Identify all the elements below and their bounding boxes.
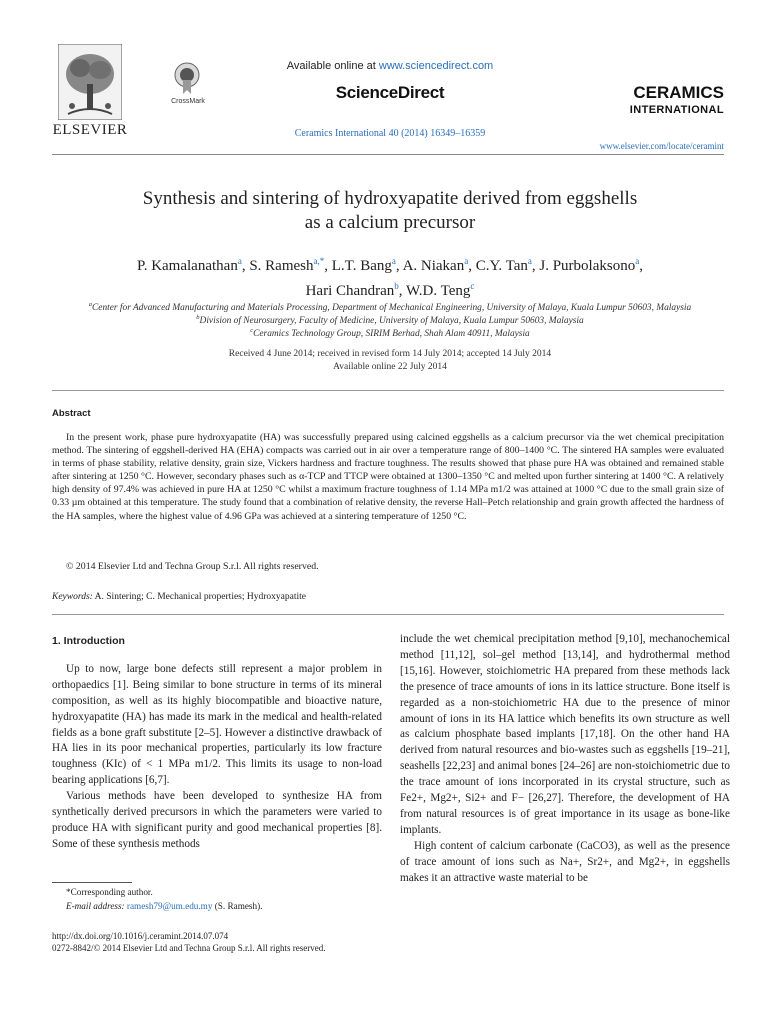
keywords [52,592,306,602]
elsevier-tree-icon [58,44,122,120]
author-separator: , [531,258,540,274]
email-link[interactable]: ramesh79@um.edu.my [126,901,213,911]
author-name: S. Ramesh [249,258,314,274]
title-line-1: Synthesis and sintering of hydroxyapatite derived from eggshells [142,188,638,209]
author-separator: , [241,258,250,274]
affiliation-a: $^a$Center for Advanced Manufacturing and Materials Processing, Department of Mechanical Engineering, University of Malaya, Kuala Lumpur 50603, Malaysia [88,301,692,314]
author-list [60,251,720,301]
author-name: P. Kamalanathan [137,258,238,274]
author-separator: , [395,258,403,274]
affiliation-c: $^c$Ceramics Technology Group, SIRIM Berhad, Shah Alam 40911, Malaysia [250,327,530,340]
authors-line-1 [60,251,720,276]
corresponding-author-note: *Corresponding author. [66,887,153,897]
section-heading-introduction: 1. Introduction [52,635,125,647]
author-name: J. Purbolaksono [539,258,636,274]
author-separator: , [468,258,476,274]
author-name: C.Y. Tan [475,258,528,274]
body-paragraph: Up to now, large bone defects still represent a major problem in orthopaedics [1]. Being similar to bone structure in terms of its mineral composition, as well as its highly biocompatible and bioactive nature, hydroxyapatite (HA) has made its mark in the medical and health-related fields as a bone graft substitute [2–5]. However a distinctive drawback of HA lies in its poor mechanical properties, particularly its low fracture toughness (KIc) of < 1 MPa m1/2. This limits its usage to non-load bearing applications [6,7]. [52,662,382,787]
keywords-label: Keywords: [52,592,93,602]
body-paragraph: Various methods have been developed to synthesize HA from synthetically derived precursors in which the parameters were varied to produce HA with significant purity and good mechanical properties [8]. Some of these synthesis methods [52,790,382,850]
doi-link[interactable]: http://dx.doi.org/10.1016/j.ceramint.2014.07.074 [52,931,229,941]
body-paragraph: include the wet chemical precipitation method [9,10], mechanochemical method [11,12], sol–gel method [13,14], and hydrothermal method [15,16]. However, stoichiometric HA prepared from these methods lack the presence of trace amounts of ions in its lattice structure. Bone itself is regarded as a non-stoichiometric HA due to the presence of minor amount of ions in its HA lattice which benefits its own structure as well as calcium phosphate based implants [17,18]. On the other hand HA derived from natural resources and bio-wastes such as eggshells [19–21], seashells [22,23] and animal bones [24–26] are non-stoichiometric due to the trace amount of ions incorporated in its crystal structure, such as Fe2+, Mg2+, Si2+ and F− [26,27]. Therefore, the development of HA from natural resources is of great importance in its usage as bone-like implants. [400,633,730,836]
author-affiliation-marker[interactable]: a [237,256,242,266]
title-line-2: as a calcium precursor [304,212,476,233]
body-paragraph: High content of calcium carbonate (CaCO3), as well as the presence of trace amount of ions such as Na+, Sr2+, and Mg2+, in eggshells makes it an attractive waste material to be [400,839,730,884]
footnote-divider [52,882,132,883]
article-title [60,187,720,235]
sciencedirect-wordmark: ScienceDirect [335,83,445,102]
author-affiliation-marker[interactable]: a [635,256,640,266]
available-prefix: Available online at [286,60,379,72]
author-name: L.T. Bang [331,258,392,274]
journal-name: CERAMICS [633,83,724,102]
issn-copyright: 0272-8842/© 2014 Elsevier Ltd and Techna Group S.r.l. All rights reserved. [52,943,326,953]
author-separator: , [639,258,643,274]
author-affiliation-marker[interactable]: a,* [313,256,325,266]
email-label: E-mail address: [66,901,127,911]
author-name: A. Niakan [402,258,465,274]
authors-line-2 [60,276,720,301]
author-affiliation-marker[interactable]: a [464,256,469,266]
crossmark-label: CrossMark [171,98,205,105]
author-separator: , [324,258,332,274]
author-name: Hari Chandran [305,283,395,299]
crossmark-icon [174,62,200,96]
abstract-body: In the present work, phase pure hydroxyapatite (HA) was successfully prepared using calcined eggshells as a calcium precursor via the wet chemical precipitation method. The sintering of eggshell-derived HA (EHA) compacts was carried out in air over a temperature range of 800–1400 °C. The sintered HA samples were evaluated in terms of phase stability, relative density, grain size, Vickers hardness and fracture toughness. The results showed that phase pure HA was obtained and remained stable after sintering at 1250 °C. However, secondary phases such as α-TCP and TTCP were obtained at 1300–1350 °C and melted upon further sintering at 1400 °C. A relatively high density of 97.4% was achieved in pure HA at 1250 °C whilst a maximum fracture toughness of 1.14 MPa m1/2 was attained at 1000 °C due to the small grain size of 0.33 µm obtained at this temperature. The study found that a combination of relative density, the reverse Hall–Petch relationship and grain growth affected the hardness of the HA samples, where the highest value of 4.96 GPa was achieved at a sintering temperature of 1250 °C. [52,432,724,522]
affiliation-b: $^b$Division of Neurosurgery, Faculty of Medicine, University of Malaya, Kuala Lumpur 50603, Malaysia [196,314,584,327]
crossmark-badge[interactable] [168,62,208,112]
keywords-text: A. Sintering; C. Mechanical properties; Hydroxyapatite [92,592,306,602]
email-note [66,901,262,911]
author-affiliation-marker[interactable]: c [470,281,475,291]
email-suffix: (S. Ramesh). [212,901,263,911]
author-affiliation-marker[interactable]: b [394,281,399,291]
abstract-heading: Abstract [52,408,91,419]
available-online-line [240,60,540,72]
abstract-top-rule [52,390,724,391]
header-divider [52,154,724,155]
elsevier-logo [52,44,128,136]
abstract-copyright: © 2014 Elsevier Ltd and Techna Group S.r.l. All rights reserved. [66,561,319,572]
author-affiliation-marker[interactable]: a [527,256,532,266]
received-dates: Received 4 June 2014; received in revised form 14 July 2014; accepted 14 July 2014 [228,349,552,359]
sciencedirect-link[interactable]: www.sciencedirect.com [378,60,494,72]
author-affiliation-marker[interactable]: a [391,256,396,266]
author-name: W.D. Teng [406,283,471,299]
author-separator: , [398,283,407,299]
body-column-left [52,632,382,853]
body-column-right [400,632,730,887]
publisher-name: ELSEVIER [52,122,128,138]
journal-name-sub: INTERNATIONAL [629,104,724,116]
journal-url-link[interactable]: www.elsevier.com/locate/ceramint [599,141,724,151]
keywords-bottom-rule [52,614,724,615]
journal-reference[interactable]: Ceramics International 40 (2014) 16349–16359 [294,128,486,139]
available-online-date: Available online 22 July 2014 [333,362,447,372]
